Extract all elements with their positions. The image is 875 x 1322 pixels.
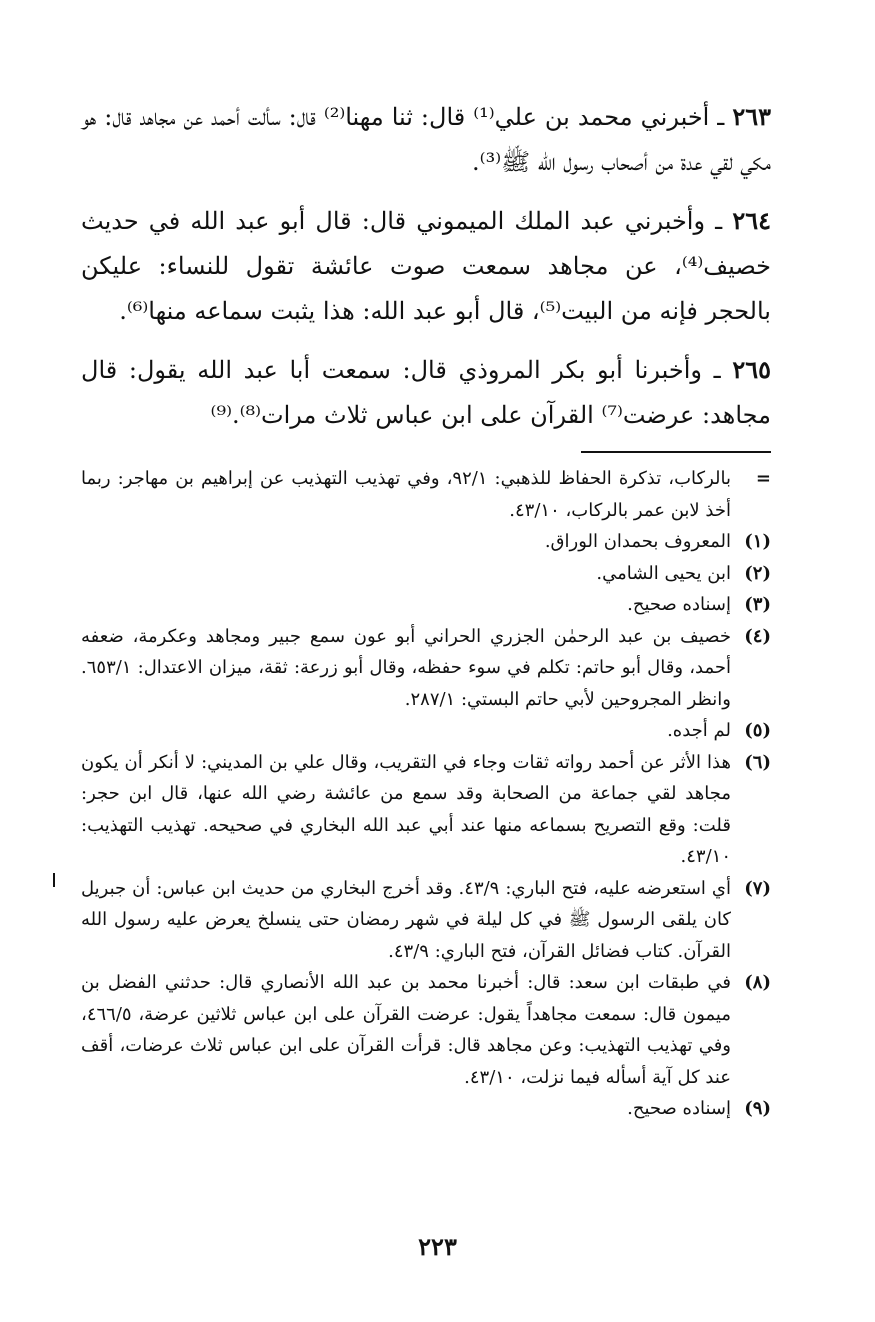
footnote-5 — [81, 715, 771, 747]
footnote-4 — [81, 621, 771, 716]
footnote-mark: (١) — [744, 531, 771, 552]
footnote-7 — [81, 873, 771, 968]
footnote-mark: (٣) — [744, 594, 771, 615]
footnote-mark: = — [755, 468, 771, 489]
footnote-2 — [81, 558, 771, 590]
footnote-mark: (٥) — [744, 720, 771, 741]
entry-text: ـ وأخبرنا أبو بكر المروذي قال: سمعت أبا عبد الله يقول: قال مجاهد: عرضت⁽⁷⁾ القرآن على ابن عباس ثلاث مرات⁽⁸⁾.⁽⁹⁾ — [81, 356, 771, 429]
footnote-text: بالركاب، تذكرة الحفاظ للذهبي: ٩٢/١، وفي تهذيب التهذيب عن إبراهيم بن مهاجر: ربما أخذ لابن عمر بالركاب، ٤٣/١٠. — [81, 468, 731, 521]
entry-263 — [81, 94, 771, 185]
footnote-mark: (٤) — [744, 625, 771, 647]
footnote-text: أي استعرضه عليه، فتح الباري: ٤٣/٩. وقد أخرج البخاري من حديث ابن عباس: أن جبريل كان يلقى الرسول ﷺ في كل ليلة في شهر رمضان حتى ينسلخ يعرض عليه رسول الله القرآن. كتاب فضائل القرآن، فتح الباري: ٤٣/٩. — [81, 877, 731, 962]
footnote-mark: (٩) — [744, 1098, 771, 1119]
footnote-separator — [581, 451, 771, 453]
entry-264 — [81, 198, 771, 334]
entry-number: ٢٦٤ — [732, 206, 771, 235]
entry-265 — [81, 347, 771, 438]
entry-text: ـ وأخبرني عبد الملك الميموني قال: قال أبو عبد الله في حديث خصيف⁽⁴⁾، عن مجاهد سمعت صوت عائشة تقول للنساء: عليكن بالحجر فإنه من البيت⁽⁵⁾، قال أبو عبد الله: هذا يثبت سماعه منها⁽⁶⁾. — [81, 207, 771, 325]
page-content — [81, 94, 771, 1125]
footnote-mark: (٧) — [744, 877, 771, 899]
footnote-3 — [81, 589, 771, 621]
footnote-6 — [81, 747, 771, 873]
footnote-text: في طبقات ابن سعد: قال: أخبرنا محمد بن عبد الله الأنصاري قال: حدثني الفضل بن ميمون قال: سمعت مجاهداً يقول: عرضت القرآن على ابن عباس ثلاثين عرضة، ٤٦٦/٥، وفي تهذيب التهذيب: وعن مجاهد قال: قرأت القرآن على ابن عباس ثلاث عرضات، أقف عند كل آية أسأله فيما نزلت، ٤٣/١٠. — [81, 972, 731, 1088]
footnote-text: إسناده صحيح. — [627, 594, 731, 615]
entry-text: ـ أخبرني محمد بن علي⁽¹⁾ قال: ثنا مهنا⁽²⁾ قال: سألت أحمد عن مجاهد قال: هو مكي لقي عدة من أصحاب رسول الله ﷺ⁽³⁾. — [81, 103, 771, 176]
entry-number: ٢٦٥ — [732, 355, 771, 384]
footnote-text: هذا الأثر عن أحمد رواته ثقات وجاء في التقريب، وقال علي بن المديني: لا أنكر أن يكون مجاهد لقي جماعة من الصحابة وقد سمع من عائشة رضي الله عنها، قال ابن حجر: قلت: وقع التصريح بسماعه منها عند أبي عبد الله البخاري في صحيحه. تهذيب التهذيب: ٤٣/١٠. — [81, 751, 731, 867]
footnote-mark: (٢) — [744, 562, 771, 584]
footnote-mark: (٦) — [744, 751, 771, 773]
footnote-text: إسناده صحيح. — [627, 1098, 731, 1119]
footnotes — [81, 463, 771, 1125]
margin-mark — [53, 873, 55, 887]
footnote-9 — [81, 1093, 771, 1125]
footnote-text: خصيف بن عبد الرحمٰن الجزري الحراني أبو عون سمع جبير ومجاهد وعكرمة، ضعفه أحمد، وقال أبو حاتم: تكلم في سوء حفظه، وقال أبو زرعة: ثقة، ميزان الاعتدال: ٦٥٣/١. وانظر المجروحين لأبي حاتم البستي: ٢٨٧/١. — [81, 625, 731, 710]
footnote-1 — [81, 526, 771, 558]
footnote-text: المعروف بحمدان الوراق. — [544, 531, 731, 552]
entry-number: ٢٦٣ — [732, 102, 772, 131]
main-text — [81, 94, 771, 438]
footnote-8 — [81, 967, 771, 1093]
footnote-text: ابن يحيى الشامي. — [596, 562, 731, 584]
footnote-continued — [81, 463, 771, 526]
footnote-mark: (٨) — [744, 972, 771, 993]
footnote-text: لم أجده. — [667, 720, 731, 741]
page-number: ٢٢٣ — [418, 1232, 457, 1261]
